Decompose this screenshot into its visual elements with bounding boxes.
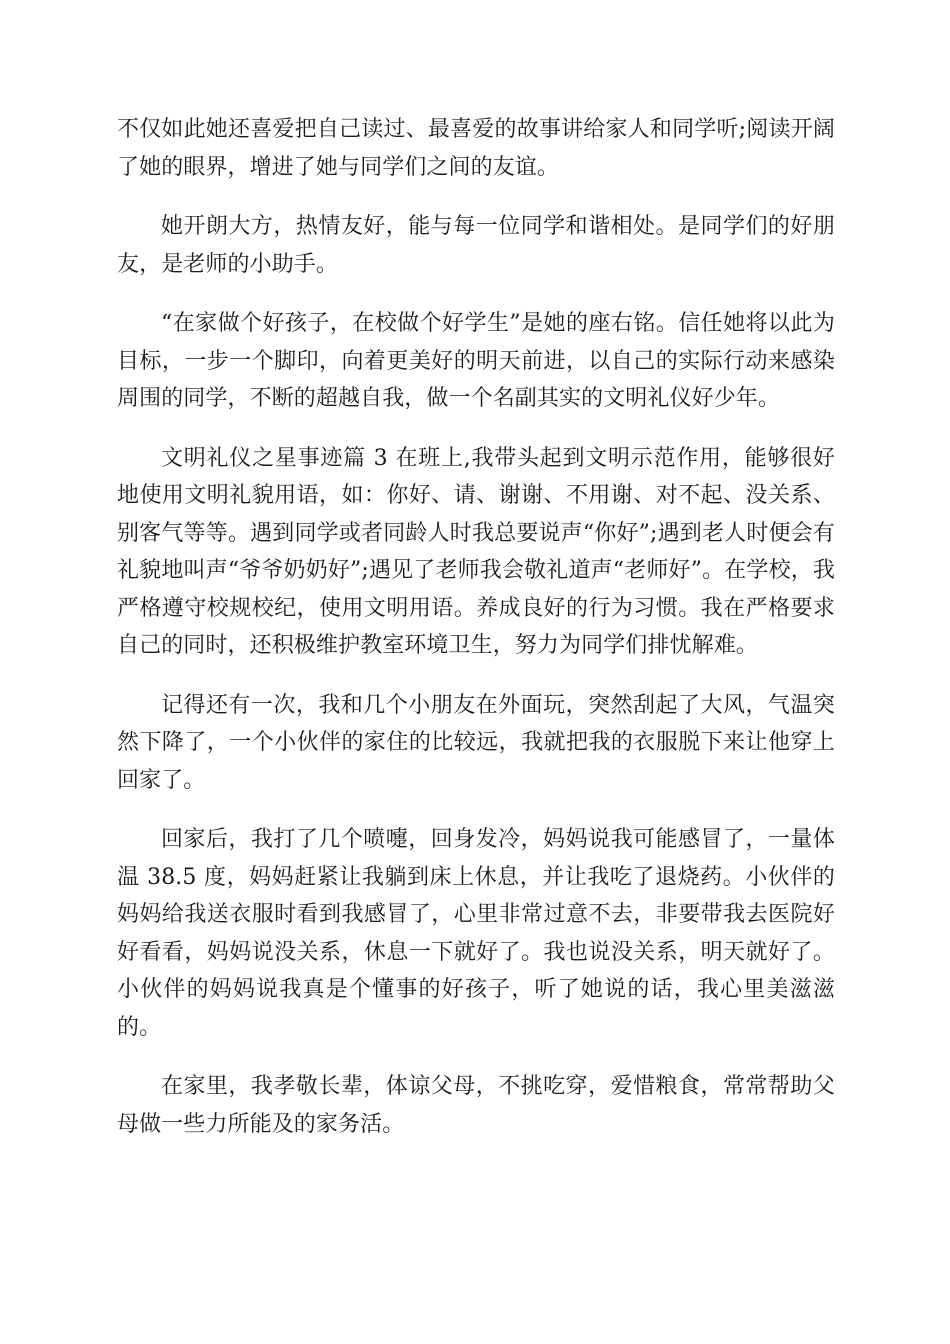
paragraph-6: 回家后，我打了几个喷嚏，回身发冷，妈妈说我可能感冒了，一量体温 38.5 度，妈妈赶紧让我躺到床上休息，并让我吃了退烧药。小伙伴的妈妈给我送衣服时看到我感冒了，心里非常过意不去，非要带我去医院好好看看，妈妈说没关系，休息一下就好了。我也说没关系，明天就好了。小伙伴的妈妈说我真是个懂事的好孩子，听了她说的话，我心里美滋滋的。: [117, 827, 835, 1040]
paragraph-4: 文明礼仪之星事迹篇 3 在班上,我带头起到文明示范作用，能够很好地使用文明礼貌用语，如：你好、请、谢谢、不用谢、对不起、没关系、别客气等等。遇到同学或者同龄人时我总要说声“你好”;遇到老人时便会有礼貌地叫声“爷爷奶奶好”;遇见了老师我会敬礼道声“老师好”。在学校，我严格遵守校规校纪，使用文明用语。养成良好的行为习惯。我在严格要求自己的同时，还积极维护教室环境卫生，努力为同学们排忧解难。: [117, 445, 835, 658]
document-body: [117, 111, 835, 1165]
paragraph-3: “在家做个好孩子，在校做个好学生”是她的座右铭。信任她将以此为目标，一步一个脚印，向着更美好的明天前进，以自己的实际行动来感染周围的同学，不断的超越自我，做一个名副其实的文明礼仪好少年。: [117, 311, 835, 411]
paragraph-7: 在家里，我孝敬长辈，体谅父母，不挑吃穿，爱惜粮食，常常帮助父母做一些力所能及的家务活。: [117, 1074, 835, 1137]
paragraph-1: 不仅如此她还喜爱把自己读过、最喜爱的故事讲给家人和同学听;阅读开阔了她的眼界，增进了她与同学们之间的友谊。: [117, 117, 835, 180]
paragraph-2: 她开朗大方，热情友好，能与每一位同学和谐相处。是同学们的好朋友，是老师的小助手。: [117, 214, 835, 277]
paragraph-5: 记得还有一次，我和几个小朋友在外面玩，突然刮起了大风，气温突然下降了，一个小伙伴的家住的比较远，我就把我的衣服脱下来让他穿上回家了。: [117, 692, 835, 793]
